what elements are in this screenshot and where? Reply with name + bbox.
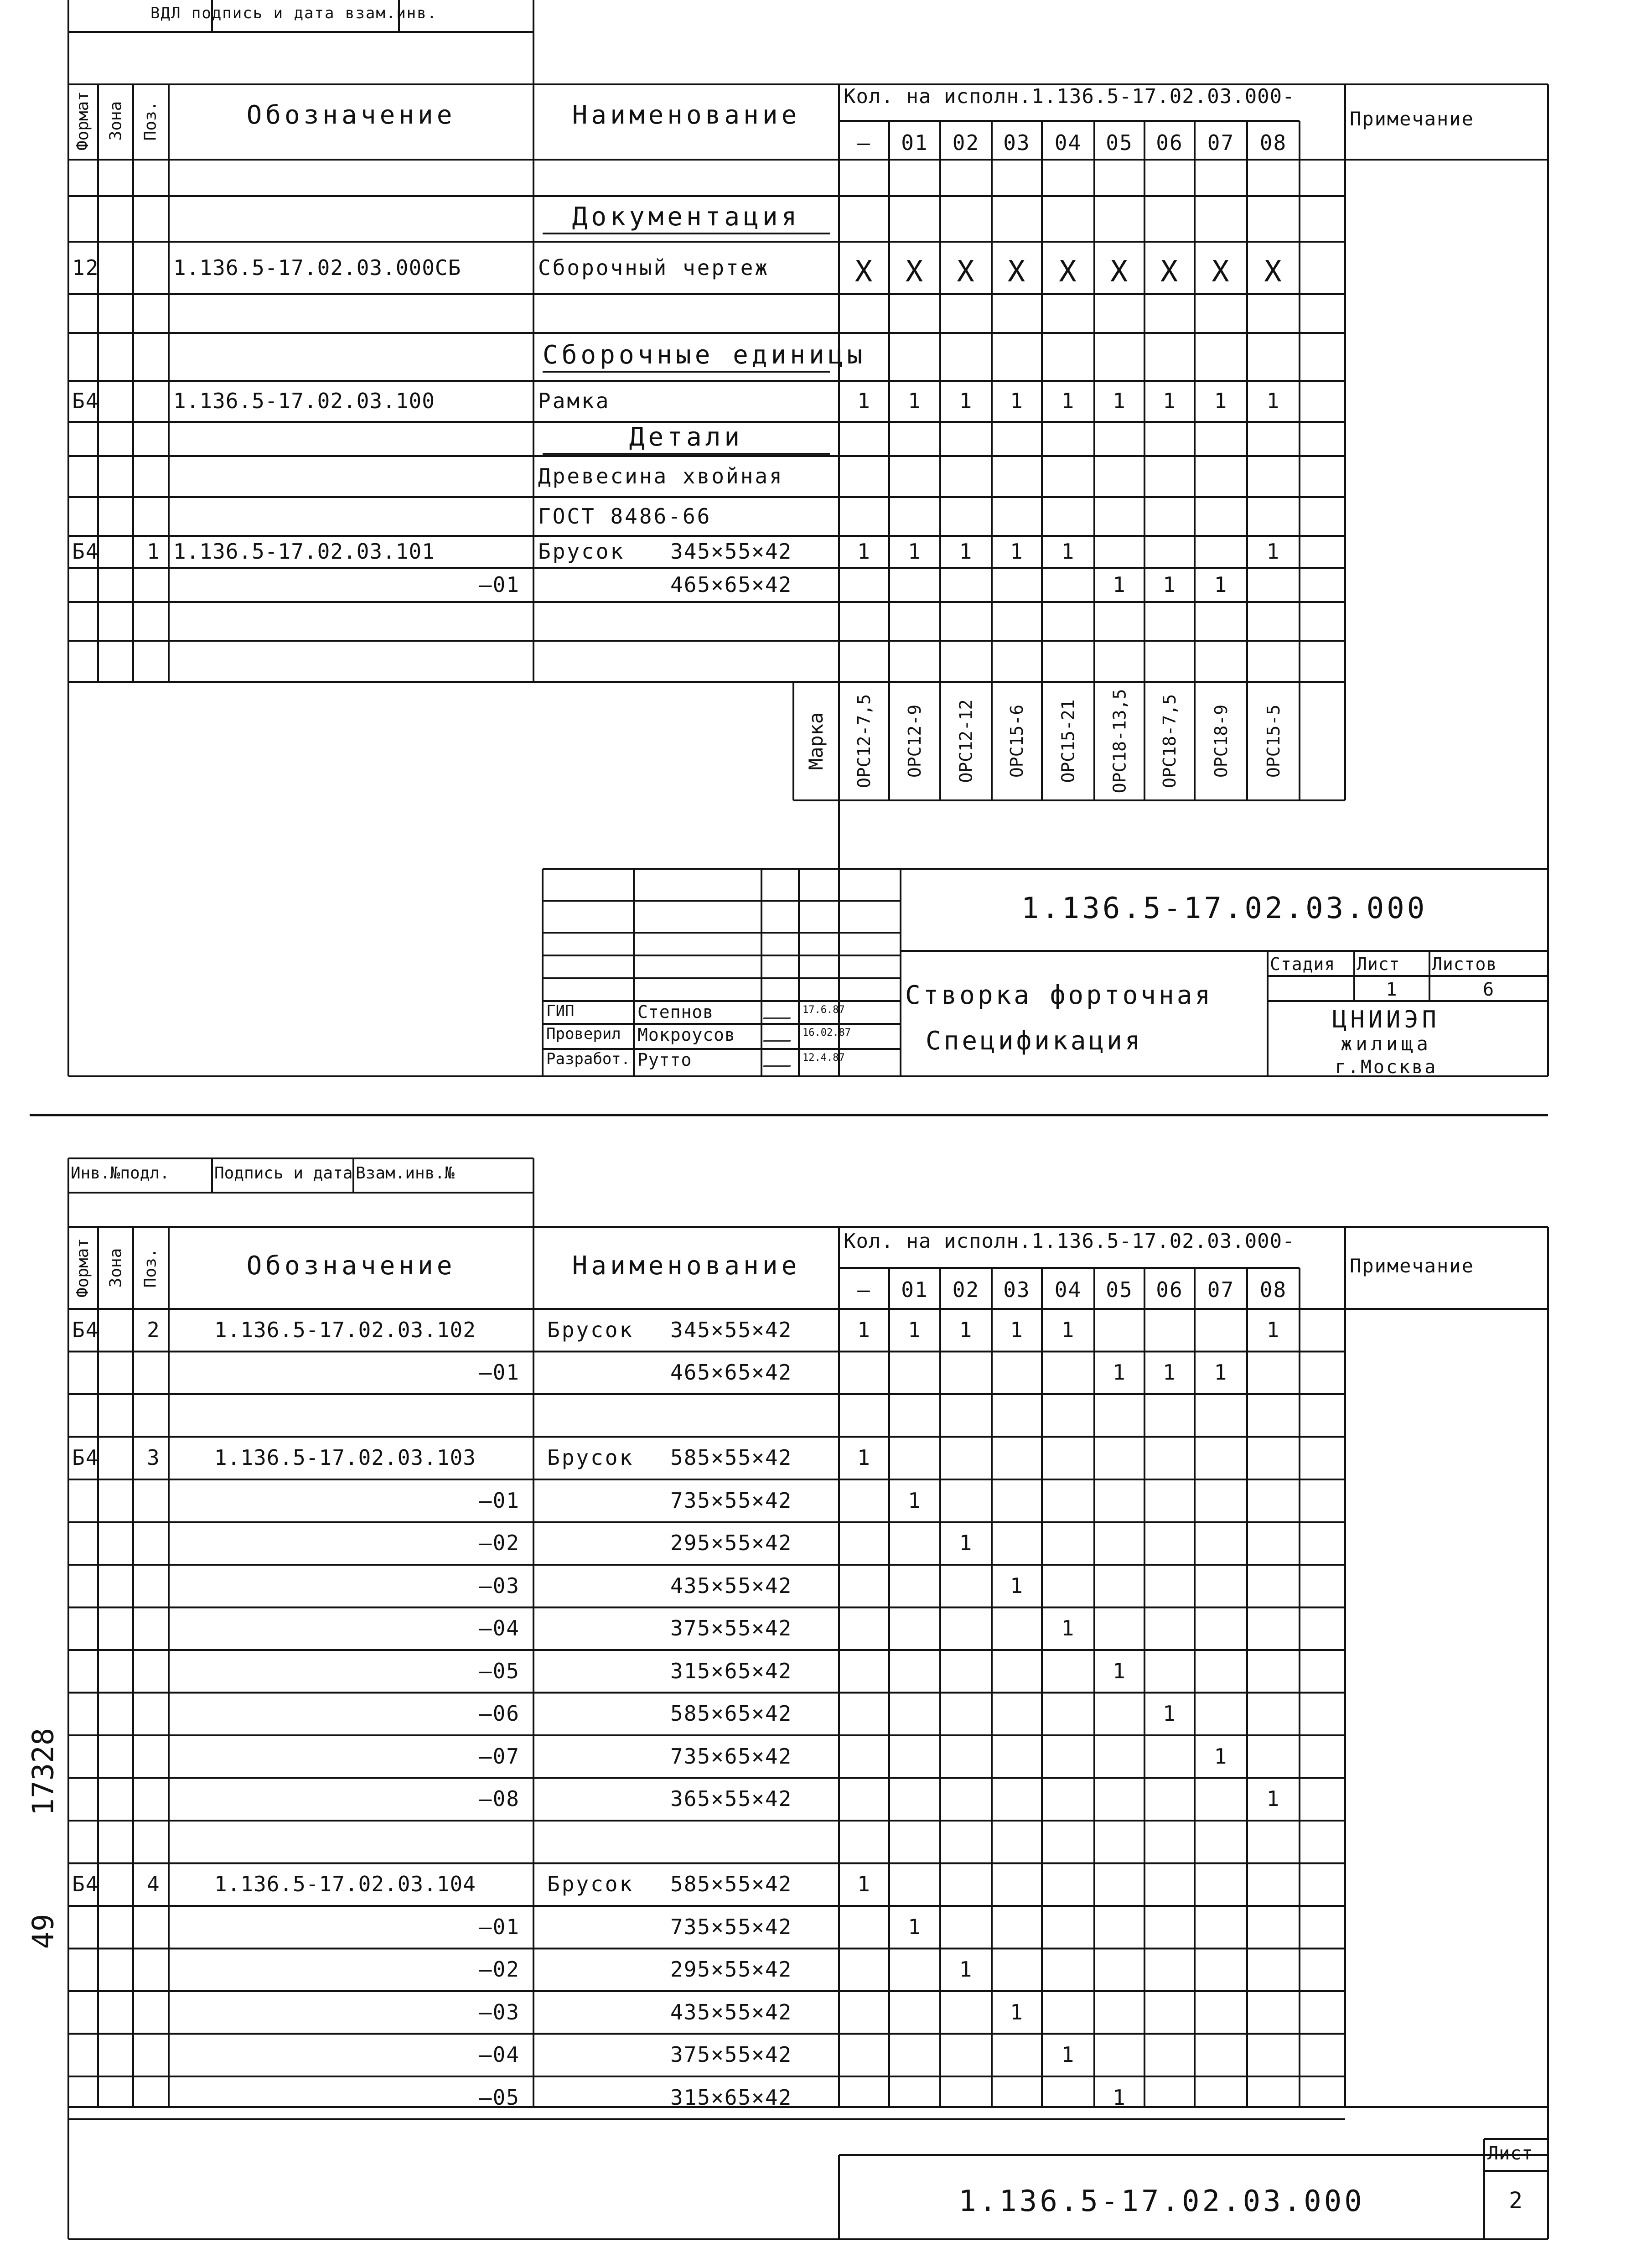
sheet-no: 1 bbox=[1386, 979, 1398, 1000]
mark-8: ОРС15-5 bbox=[1263, 704, 1284, 778]
row-size: 315×65×42 bbox=[670, 1658, 792, 1683]
row-name: Брусок bbox=[547, 1445, 634, 1470]
qty-cell: 1 bbox=[1163, 1701, 1176, 1726]
row-designation: 1.136.5-17.02.03.103 bbox=[214, 1445, 476, 1470]
title-line2: Спецификация bbox=[926, 1026, 1143, 1056]
row-pos: 3 bbox=[147, 1445, 161, 1470]
qty-cell: 1 bbox=[959, 389, 973, 413]
qty-cell: 1 bbox=[857, 389, 871, 413]
row-size: 585×55×42 bbox=[670, 1872, 792, 1897]
variant-4: 04 bbox=[1054, 1277, 1082, 1302]
qty-cell: 1 bbox=[908, 389, 922, 413]
row-size: 375×55×42 bbox=[670, 1616, 792, 1641]
qty-cell: 1 bbox=[1113, 1360, 1126, 1385]
stamp-sheet-label: Лист bbox=[1487, 2143, 1533, 2164]
variant-5: 05 bbox=[1106, 130, 1133, 155]
qty-cell: 1 bbox=[857, 1445, 871, 1470]
top-strip-label: ВДЛ подпись и дата взам.инв. bbox=[150, 4, 438, 22]
sign-role: Проверил bbox=[546, 1025, 621, 1043]
header-format: Формат bbox=[73, 1238, 93, 1298]
variant-3: 03 bbox=[1003, 130, 1030, 155]
row-name: Древесина хвойная bbox=[538, 464, 784, 488]
sheets-label: Листов bbox=[1432, 954, 1497, 974]
qty-cell: 1 bbox=[1061, 2042, 1075, 2067]
header-pos: Поз. bbox=[140, 101, 160, 141]
mark-3: ОРС15-6 bbox=[1007, 704, 1027, 778]
row-designation: —01 bbox=[479, 1360, 520, 1385]
row-designation: —02 bbox=[479, 1957, 520, 1982]
row-designation: 1.136.5-17.02.03.100 bbox=[173, 389, 435, 413]
qty-cell: 1 bbox=[959, 539, 973, 564]
qty-cell: 1 bbox=[1010, 389, 1024, 413]
qty-cell: 1 bbox=[1010, 539, 1024, 564]
sign-name: Мокроусов bbox=[637, 1025, 735, 1045]
row-format: Б4 bbox=[72, 1445, 99, 1470]
qty-cell: X bbox=[1264, 254, 1283, 289]
qty-cell: 1 bbox=[1266, 1786, 1280, 1811]
margin-page: 49 bbox=[26, 1914, 61, 1949]
qty-cell: 1 bbox=[1061, 539, 1075, 564]
mark-6: ОРС18-7,5 bbox=[1159, 694, 1180, 788]
qty-cell: 1 bbox=[1163, 389, 1176, 413]
row-size: 735×65×42 bbox=[670, 1744, 792, 1769]
row-designation: 1.136.5-17.02.03.101 bbox=[173, 539, 435, 564]
qty-cell: 1 bbox=[1113, 1658, 1126, 1683]
variant-1: 01 bbox=[901, 1277, 928, 1302]
qty-cell: 1 bbox=[1061, 1616, 1075, 1641]
qty-cell: 1 bbox=[1061, 389, 1075, 413]
org-line3: г.Москва bbox=[1335, 1057, 1438, 1078]
row-size: 435×55×42 bbox=[670, 1999, 792, 2024]
qty-cell: 1 bbox=[1214, 389, 1228, 413]
mark-1: ОРС12-9 bbox=[905, 704, 925, 778]
variant-2: 02 bbox=[952, 130, 980, 155]
row-designation: —01 bbox=[479, 1488, 520, 1513]
qty-cell: 1 bbox=[959, 1531, 973, 1556]
row-pos: 2 bbox=[147, 1317, 161, 1342]
variant-0: — bbox=[857, 1277, 871, 1302]
qty-cell: 1 bbox=[1214, 1360, 1228, 1385]
row-designation: —03 bbox=[479, 1999, 520, 2024]
row-name: Брусок bbox=[538, 539, 625, 564]
variant-2: 02 bbox=[952, 1277, 980, 1302]
header-note: Примечание bbox=[1350, 108, 1474, 130]
row-designation: —01 bbox=[479, 572, 520, 597]
header-zone: Зона bbox=[106, 1248, 125, 1288]
stage-label: Стадия bbox=[1270, 954, 1336, 974]
row-designation: —02 bbox=[479, 1531, 520, 1556]
row-format: 12 bbox=[72, 255, 99, 280]
row-designation: 1.136.5-17.02.03.000СБ bbox=[173, 255, 461, 280]
variant-1: 01 bbox=[901, 130, 928, 155]
qty-cell: X bbox=[957, 254, 975, 289]
qty-cell: X bbox=[1160, 254, 1179, 289]
qty-cell: X bbox=[1110, 254, 1129, 289]
row-size: 345×55×42 bbox=[670, 1317, 792, 1342]
sign-date: 12.4.87 bbox=[803, 1052, 845, 1064]
mark-2: ОРС12-12 bbox=[956, 699, 976, 783]
qty-cell: 1 bbox=[1214, 572, 1228, 597]
row-pos: 4 bbox=[147, 1872, 161, 1897]
variant-8: 08 bbox=[1259, 130, 1287, 155]
sign-name: Рутто bbox=[637, 1050, 692, 1070]
sign-role: Разработ. bbox=[546, 1050, 631, 1068]
header-note: Примечание bbox=[1350, 1255, 1474, 1277]
variant-8: 08 bbox=[1259, 1277, 1287, 1302]
row-designation: —06 bbox=[479, 1701, 520, 1726]
qty-cell: 1 bbox=[1163, 1360, 1176, 1385]
mark-5: ОРС18-13,5 bbox=[1109, 689, 1129, 794]
stamp-doc-number: 1.136.5-17.02.03.000 bbox=[958, 2185, 1365, 2218]
mark-7: ОРС18-9 bbox=[1211, 704, 1231, 778]
sign-date: 17.6.87 bbox=[803, 1004, 845, 1016]
row-format: Б4 bbox=[72, 1872, 99, 1897]
variant-4: 04 bbox=[1054, 130, 1082, 155]
qty-cell: 1 bbox=[857, 539, 871, 564]
row-pos: 1 bbox=[147, 539, 161, 564]
variant-0: — bbox=[857, 130, 871, 155]
mark-4: ОРС15-21 bbox=[1058, 699, 1078, 783]
variant-7: 07 bbox=[1207, 1277, 1235, 1302]
variant-3: 03 bbox=[1003, 1277, 1030, 1302]
qty-cell: 1 bbox=[1214, 1744, 1228, 1769]
org-line2: жилища bbox=[1341, 1033, 1432, 1055]
margin-number: 17328 bbox=[26, 1728, 60, 1816]
qty-cell: 1 bbox=[1113, 2085, 1126, 2110]
titleblock-doc-number: 1.136.5-17.02.03.000 bbox=[1021, 892, 1428, 925]
row-size: 435×55×42 bbox=[670, 1573, 792, 1598]
qty-cell: 1 bbox=[908, 1488, 922, 1513]
qty-cell: 1 bbox=[908, 539, 922, 564]
header-designation: Обозначение bbox=[246, 100, 456, 130]
row-name: ГОСТ 8486-66 bbox=[538, 503, 712, 529]
header-qty: Кол. на исполн.1.136.5-17.02.03.000- bbox=[844, 85, 1295, 108]
header-pos: Поз. bbox=[140, 1248, 160, 1288]
header-name: Наименование bbox=[572, 100, 801, 130]
row-size: 585×55×42 bbox=[670, 1445, 792, 1470]
qty-cell: 1 bbox=[857, 1872, 871, 1897]
qty-cell: 1 bbox=[857, 1317, 871, 1342]
row-name: Брусок bbox=[547, 1317, 634, 1342]
strip-inv: Инв.№подл. bbox=[71, 1164, 170, 1183]
sign-name: Степнов bbox=[637, 1002, 714, 1022]
qty-cell: X bbox=[1059, 254, 1077, 289]
sign-date: 16.02.87 bbox=[803, 1027, 851, 1038]
row-size: 375×55×42 bbox=[670, 2042, 792, 2067]
marka-label: Марка bbox=[805, 712, 828, 770]
row-designation: —04 bbox=[479, 1616, 520, 1641]
row-designation: —04 bbox=[479, 2042, 520, 2067]
section-heading: Детали bbox=[543, 425, 830, 455]
qty-cell: 1 bbox=[959, 1957, 973, 1982]
section-heading: Документация bbox=[543, 204, 830, 234]
row-designation: —03 bbox=[479, 1573, 520, 1598]
qty-cell: X bbox=[854, 254, 874, 289]
row-size: 365×55×42 bbox=[670, 1786, 792, 1811]
row-format: Б4 bbox=[72, 1317, 99, 1342]
row-size: 735×55×42 bbox=[670, 1914, 792, 1939]
row-name: Брусок bbox=[547, 1872, 634, 1897]
qty-cell: 1 bbox=[1266, 389, 1280, 413]
row-name: Рамка bbox=[538, 389, 611, 413]
row-format: Б4 bbox=[72, 389, 99, 413]
qty-cell: 1 bbox=[1010, 1317, 1024, 1342]
header-name: Наименование bbox=[572, 1251, 801, 1281]
mark-0: ОРС12-7,5 bbox=[854, 694, 874, 788]
sheet-label: Лист bbox=[1357, 954, 1400, 974]
row-designation: —07 bbox=[479, 1744, 520, 1769]
variant-7: 07 bbox=[1207, 130, 1235, 155]
org-line1: ЦНИИЭП bbox=[1332, 1006, 1440, 1033]
row-size: 735×55×42 bbox=[670, 1488, 792, 1513]
row-size: 465×65×42 bbox=[670, 572, 792, 597]
row-designation: —05 bbox=[479, 1658, 520, 1683]
variant-6: 06 bbox=[1156, 130, 1183, 155]
qty-cell: 1 bbox=[1113, 389, 1126, 413]
qty-cell: 1 bbox=[1061, 1317, 1075, 1342]
strip-sign: Подпись и дата bbox=[214, 1164, 353, 1183]
row-format: Б4 bbox=[72, 539, 99, 564]
variant-6: 06 bbox=[1156, 1277, 1183, 1302]
header-zone: Зона bbox=[106, 101, 125, 141]
stamp-sheet-no: 2 bbox=[1508, 2187, 1524, 2214]
row-size: 295×55×42 bbox=[670, 1957, 792, 1982]
section-heading: Сборочные единицы bbox=[543, 343, 830, 373]
row-designation: 1.136.5-17.02.03.102 bbox=[214, 1317, 476, 1342]
qty-cell: X bbox=[1212, 254, 1230, 289]
row-size: 345×55×42 bbox=[670, 539, 792, 564]
header-designation: Обозначение bbox=[246, 1251, 456, 1281]
qty-cell: 1 bbox=[908, 1914, 922, 1939]
row-size: 465×65×42 bbox=[670, 1360, 792, 1385]
qty-cell: 1 bbox=[1113, 572, 1126, 597]
qty-cell: X bbox=[1007, 254, 1026, 289]
variant-5: 05 bbox=[1106, 1277, 1133, 1302]
row-size: 295×55×42 bbox=[670, 1531, 792, 1556]
row-designation: —08 bbox=[479, 1786, 520, 1811]
row-designation: —01 bbox=[479, 1914, 520, 1939]
header-qty: Кол. на исполн.1.136.5-17.02.03.000- bbox=[844, 1230, 1295, 1253]
qty-cell: 1 bbox=[908, 1317, 922, 1342]
row-size: 585×65×42 bbox=[670, 1701, 792, 1726]
strip-vzam: Взам.инв.№ bbox=[356, 1164, 455, 1183]
row-designation: 1.136.5-17.02.03.104 bbox=[214, 1872, 476, 1897]
row-designation: —05 bbox=[479, 2085, 520, 2110]
qty-cell: 1 bbox=[1163, 572, 1176, 597]
qty-cell: 1 bbox=[1010, 1999, 1024, 2024]
sheets-total: 6 bbox=[1482, 979, 1495, 1000]
header-format: Формат bbox=[73, 91, 93, 151]
qty-cell: 1 bbox=[1266, 539, 1280, 564]
title-line1: Створка форточная bbox=[905, 981, 1213, 1010]
qty-cell: 1 bbox=[1266, 1317, 1280, 1342]
row-name: Сборочный чертеж bbox=[538, 255, 770, 280]
qty-cell: X bbox=[905, 254, 924, 289]
row-size: 315×65×42 bbox=[670, 2085, 792, 2110]
qty-cell: 1 bbox=[1010, 1573, 1024, 1598]
sign-role: ГИП bbox=[546, 1002, 575, 1020]
qty-cell: 1 bbox=[959, 1317, 973, 1342]
